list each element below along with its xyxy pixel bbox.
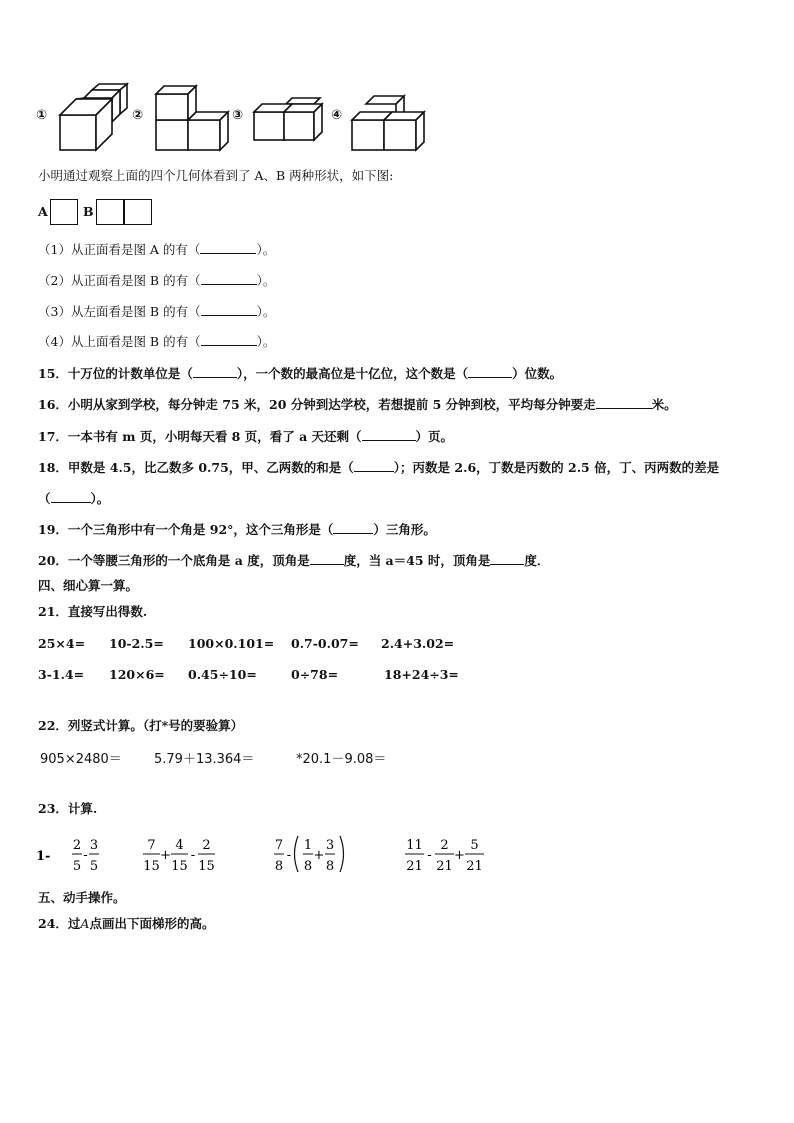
calc-item: 100×0.101= bbox=[188, 636, 275, 651]
expr4-op1: - bbox=[427, 848, 432, 863]
question-18: 18．甲数是 4.5，比乙数多 0.75，甲、乙两数的和是（ ）；丙数是 2.6，丁数是丙数的 2.5 倍，丁、丙两数的差是 bbox=[38, 460, 720, 475]
calc-item: 2.4+3.02= bbox=[381, 636, 455, 651]
expr3-f1-den: 8 bbox=[274, 859, 284, 874]
expr4-f2-den: 21 bbox=[436, 859, 453, 874]
expr2-op2: - bbox=[190, 848, 196, 863]
calc-item: 120×6= bbox=[109, 667, 165, 682]
expr2-f1-num: 7 bbox=[147, 838, 156, 853]
answer-blank[interactable] bbox=[200, 241, 256, 254]
question-19: 19．一个三角形中有一个角是 92°，这个三角形是（ ）三角形。 bbox=[38, 522, 436, 537]
expr3-f1-num: 7 bbox=[274, 838, 284, 853]
expr3-f2-num: 1 bbox=[303, 838, 313, 853]
q21-row-1 bbox=[38, 636, 538, 652]
expr1-f1-num: 2 bbox=[72, 838, 82, 853]
figure-3-cubes bbox=[254, 98, 322, 140]
question-21-title: 21．直接写出得数. bbox=[38, 604, 148, 619]
fraction-expressions bbox=[36, 834, 536, 878]
shape-a-square bbox=[50, 199, 78, 225]
calc-item: 0÷78= bbox=[291, 667, 339, 682]
calc-item: 18+24÷3= bbox=[384, 667, 459, 682]
expr4-f2-num: 2 bbox=[440, 838, 449, 853]
answer-blank[interactable] bbox=[310, 552, 344, 565]
answer-blank[interactable] bbox=[468, 365, 512, 378]
question-17: 17．一本书有 m 页，小明每天看 8 页，看了 a 天还剩（ ）页。 bbox=[38, 429, 454, 444]
expr2-f3-num: 2 bbox=[202, 838, 211, 853]
expr1-f2-num: 3 bbox=[89, 838, 99, 853]
expr3-op2: + bbox=[313, 848, 325, 863]
expr4-op2: + bbox=[454, 848, 465, 863]
expr2-f2-num: 4 bbox=[175, 838, 184, 853]
shape-b-square-right bbox=[124, 199, 152, 225]
calc-item: 3-1.4= bbox=[38, 667, 85, 682]
answer-blank[interactable] bbox=[490, 552, 524, 565]
question-18-continued: （ ）。 bbox=[38, 491, 110, 506]
answer-blank[interactable] bbox=[201, 272, 257, 285]
expr2-f3-den: 15 bbox=[198, 859, 215, 874]
sub-question-1: （1）从正面看是图 A 的有（ ）。 bbox=[38, 242, 276, 257]
answer-blank[interactable] bbox=[596, 396, 652, 409]
expr1-lead: 1- bbox=[36, 849, 51, 864]
section-5-heading: 五、动手操作。 bbox=[38, 890, 126, 905]
expr4-f1-den: 21 bbox=[406, 859, 423, 874]
sub-question-4: （4）从上面看是图 B 的有（ ）。 bbox=[38, 334, 276, 349]
calc-item: 25×4= bbox=[38, 636, 86, 651]
expr2-f2-den: 15 bbox=[171, 859, 188, 874]
calc-item: 0.45÷10= bbox=[188, 667, 257, 682]
answer-blank[interactable] bbox=[362, 428, 416, 441]
figure-2-cubes bbox=[156, 86, 228, 150]
question-22-title: 22．列竖式计算。（打*号的要验算） bbox=[38, 718, 244, 733]
expr2-f1-den: 15 bbox=[143, 859, 160, 874]
calc-item: 0.7-0.07= bbox=[291, 636, 359, 651]
expr2-op1: + bbox=[160, 848, 171, 863]
figure-label-1: ① bbox=[36, 108, 48, 123]
vertical-calc-item: 905×2480＝ bbox=[40, 752, 122, 767]
calc-item: 10-2.5= bbox=[109, 636, 164, 651]
answer-blank[interactable] bbox=[354, 459, 394, 472]
point-a-label: A bbox=[80, 916, 90, 931]
question-16: 16．小明从家到学校，每分钟走 75 米，20 分钟到达学校，若想提前 5 分钟到校，平均每分钟要走 米。 bbox=[38, 397, 677, 412]
question-15: 15．十万位的计数单位是（ ），一个数的最高位是十亿位，这个数是（ ）位数。 bbox=[38, 366, 563, 381]
cube-drawings bbox=[36, 82, 436, 152]
solid-figures bbox=[36, 82, 436, 152]
expr3-f3-den: 8 bbox=[325, 859, 335, 874]
vertical-calc-item: 5.79＋13.364＝ bbox=[154, 752, 255, 767]
shape-b-square-left bbox=[96, 199, 124, 225]
expr1-f1-den: 5 bbox=[72, 859, 82, 874]
vertical-calc-item: *20.1－9.08＝ bbox=[296, 752, 387, 767]
question-20: 20．一个等腰三角形的一个底角是 a 度，顶角是 度，当 a＝45 时，顶角是 度． bbox=[38, 553, 550, 568]
expr4-f3-num: 5 bbox=[470, 838, 479, 853]
q21-row-2 bbox=[38, 667, 538, 683]
answer-blank[interactable] bbox=[333, 521, 373, 534]
expr3-op1: - bbox=[286, 848, 292, 863]
expr1-op: - bbox=[83, 848, 88, 863]
answer-blank[interactable] bbox=[201, 333, 257, 346]
question-23-title: 23．计算. bbox=[38, 801, 98, 816]
section-4-heading: 四、细心算一算。 bbox=[38, 578, 139, 593]
expr1-f2-den: 5 bbox=[89, 859, 99, 874]
expr3-f2-den: 8 bbox=[303, 859, 313, 874]
shape-b-label: B bbox=[83, 204, 94, 219]
expr4-f3-den: 21 bbox=[466, 859, 483, 874]
shape-a-label: A bbox=[38, 204, 48, 219]
figure-label-4: ④ bbox=[331, 108, 343, 123]
answer-blank[interactable] bbox=[193, 365, 237, 378]
figure-4-cubes bbox=[352, 96, 424, 150]
sub-question-3: （3）从左面看是图 B 的有（ ）。 bbox=[38, 304, 276, 319]
figure-label-3: ③ bbox=[232, 108, 244, 123]
figure-1-cubes bbox=[60, 84, 127, 150]
sub-question-2: （2）从正面看是图 B 的有（ ）。 bbox=[38, 273, 276, 288]
figure-label-2: ② bbox=[132, 108, 144, 123]
expr4-f1-num: 11 bbox=[406, 838, 423, 853]
expr3-f3-num: 3 bbox=[325, 838, 335, 853]
intro-text: 小明通过观察上面的四个几何体看到了 A、B 两种形状，如下图: bbox=[38, 168, 394, 183]
answer-blank[interactable] bbox=[51, 490, 91, 503]
answer-blank[interactable] bbox=[201, 303, 257, 316]
question-24: 24．过A点画出下面梯形的高。 bbox=[38, 916, 215, 931]
